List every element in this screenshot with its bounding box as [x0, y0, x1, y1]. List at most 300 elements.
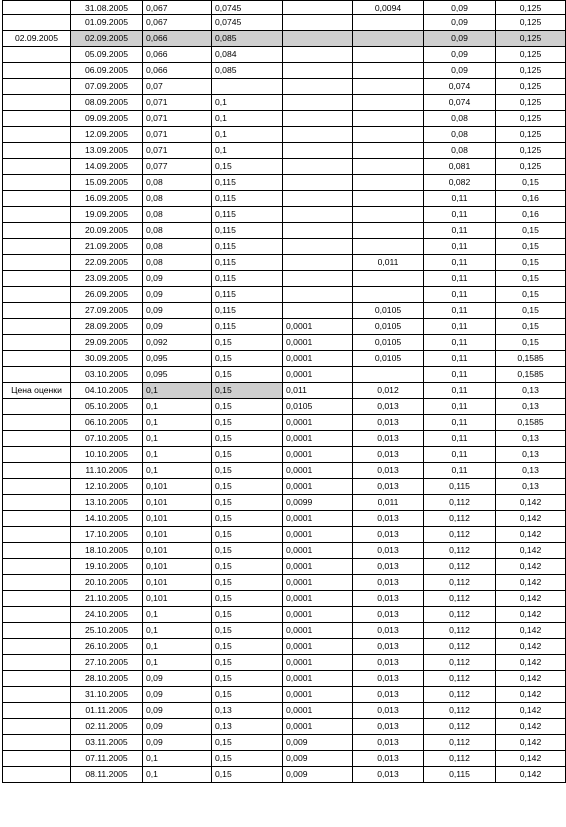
- table-row: [3, 655, 566, 671]
- value-cell-3: [283, 143, 353, 159]
- date-cell: 06.09.2005: [71, 63, 143, 79]
- value-cell-6: 0,125: [496, 79, 566, 95]
- row-label-cell: [3, 527, 71, 543]
- value-cell-4: [353, 271, 424, 287]
- date-cell: 31.10.2005: [71, 687, 143, 703]
- value-cell-3: 0,0001: [283, 719, 353, 735]
- table-row: [3, 271, 566, 287]
- date-cell: 27.09.2005: [71, 303, 143, 319]
- value-cell-2: 0,15: [212, 543, 283, 559]
- table-row: [3, 607, 566, 623]
- value-cell-3: 0,009: [283, 751, 353, 767]
- row-label-cell: [3, 399, 71, 415]
- value-cell-6: 0,142: [496, 623, 566, 639]
- value-cell-6: 0,142: [496, 511, 566, 527]
- value-cell-4: 0,013: [353, 511, 424, 527]
- value-cell-4: 0,013: [353, 735, 424, 751]
- value-cell-1: 0,067: [143, 15, 212, 31]
- value-cell-6: 0,15: [496, 335, 566, 351]
- value-cell-6: 0,15: [496, 319, 566, 335]
- date-cell: 29.09.2005: [71, 335, 143, 351]
- value-cell-4: 0,0105: [353, 319, 424, 335]
- row-label-cell: [3, 287, 71, 303]
- value-cell-4: 0,013: [353, 607, 424, 623]
- value-cell-2: 0,115: [212, 319, 283, 335]
- row-label-cell: [3, 623, 71, 639]
- value-cell-5: 0,11: [424, 191, 496, 207]
- value-cell-5: 0,112: [424, 591, 496, 607]
- table-row: [3, 79, 566, 95]
- value-cell-2: 0,15: [212, 735, 283, 751]
- date-cell: 22.09.2005: [71, 255, 143, 271]
- value-cell-4: 0,013: [353, 639, 424, 655]
- row-label-cell: [3, 735, 71, 751]
- row-label-cell: [3, 495, 71, 511]
- date-cell: 07.09.2005: [71, 79, 143, 95]
- value-cell-5: 0,11: [424, 383, 496, 399]
- row-label-cell: [3, 719, 71, 735]
- date-cell: 23.09.2005: [71, 271, 143, 287]
- row-label-cell: [3, 671, 71, 687]
- value-cell-2: 0,115: [212, 207, 283, 223]
- value-cell-5: 0,112: [424, 575, 496, 591]
- table-row: [3, 431, 566, 447]
- value-cell-1: 0,067: [143, 1, 212, 15]
- value-cell-3: 0,0001: [283, 367, 353, 383]
- value-cell-2: 0,15: [212, 367, 283, 383]
- table-row: [3, 767, 566, 783]
- value-cell-2: 0,15: [212, 383, 283, 399]
- value-cell-2: 0,15: [212, 575, 283, 591]
- value-cell-6: 0,125: [496, 63, 566, 79]
- row-label-cell: [3, 223, 71, 239]
- value-cell-3: [283, 159, 353, 175]
- table-row: [3, 495, 566, 511]
- value-cell-2: 0,15: [212, 431, 283, 447]
- date-cell: 08.11.2005: [71, 767, 143, 783]
- date-cell: 27.10.2005: [71, 655, 143, 671]
- value-cell-2: 0,115: [212, 223, 283, 239]
- value-cell-2: 0,15: [212, 479, 283, 495]
- table-row: [3, 31, 566, 47]
- value-cell-6: 0,142: [496, 703, 566, 719]
- value-cell-1: 0,09: [143, 687, 212, 703]
- value-cell-5: 0,112: [424, 751, 496, 767]
- value-cell-4: 0,013: [353, 751, 424, 767]
- value-cell-4: 0,013: [353, 767, 424, 783]
- date-cell: 05.09.2005: [71, 47, 143, 63]
- row-label-cell: [3, 575, 71, 591]
- table-row: [3, 687, 566, 703]
- value-cell-4: 0,0105: [353, 351, 424, 367]
- value-cell-4: [353, 111, 424, 127]
- value-cell-1: 0,08: [143, 255, 212, 271]
- value-cell-2: 0,15: [212, 495, 283, 511]
- table-row: [3, 175, 566, 191]
- value-cell-2: 0,085: [212, 31, 283, 47]
- value-cell-6: 0,142: [496, 527, 566, 543]
- value-cell-1: 0,071: [143, 95, 212, 111]
- table-row: [3, 559, 566, 575]
- table-row: [3, 719, 566, 735]
- date-cell: 06.10.2005: [71, 415, 143, 431]
- value-cell-1: 0,077: [143, 159, 212, 175]
- date-cell: 14.10.2005: [71, 511, 143, 527]
- value-cell-2: 0,15: [212, 511, 283, 527]
- table-row: [3, 47, 566, 63]
- value-cell-3: [283, 111, 353, 127]
- value-cell-6: 0,15: [496, 271, 566, 287]
- value-cell-5: 0,074: [424, 95, 496, 111]
- row-label-cell: [3, 47, 71, 63]
- value-cell-1: 0,1: [143, 751, 212, 767]
- price-table: [2, 0, 566, 783]
- row-label-cell: [3, 543, 71, 559]
- row-label-cell: [3, 447, 71, 463]
- value-cell-3: [283, 287, 353, 303]
- value-cell-1: 0,101: [143, 479, 212, 495]
- value-cell-5: 0,112: [424, 735, 496, 751]
- value-cell-2: 0,115: [212, 175, 283, 191]
- value-cell-3: [283, 127, 353, 143]
- value-cell-5: 0,112: [424, 671, 496, 687]
- value-cell-6: 0,13: [496, 399, 566, 415]
- value-cell-1: 0,09: [143, 319, 212, 335]
- value-cell-1: 0,101: [143, 591, 212, 607]
- value-cell-2: 0,1: [212, 127, 283, 143]
- value-cell-3: 0,0001: [283, 335, 353, 351]
- value-cell-4: 0,013: [353, 399, 424, 415]
- value-cell-6: 0,125: [496, 95, 566, 111]
- value-cell-1: 0,101: [143, 543, 212, 559]
- value-cell-5: 0,09: [424, 47, 496, 63]
- value-cell-2: 0,15: [212, 607, 283, 623]
- row-label-cell: [3, 319, 71, 335]
- value-cell-2: 0,1: [212, 143, 283, 159]
- value-cell-6: 0,16: [496, 191, 566, 207]
- value-cell-1: 0,09: [143, 271, 212, 287]
- table-row: [3, 127, 566, 143]
- value-cell-2: 0,13: [212, 703, 283, 719]
- value-cell-1: 0,101: [143, 511, 212, 527]
- value-cell-2: 0,15: [212, 159, 283, 175]
- value-cell-6: 0,142: [496, 719, 566, 735]
- value-cell-5: 0,11: [424, 335, 496, 351]
- value-cell-6: 0,142: [496, 751, 566, 767]
- value-cell-5: 0,11: [424, 415, 496, 431]
- row-label-cell: [3, 271, 71, 287]
- date-cell: 19.09.2005: [71, 207, 143, 223]
- value-cell-6: 0,15: [496, 223, 566, 239]
- value-cell-1: 0,09: [143, 735, 212, 751]
- row-label-cell: Цена оценки: [3, 383, 71, 399]
- value-cell-6: 0,13: [496, 447, 566, 463]
- value-cell-5: 0,11: [424, 447, 496, 463]
- row-label-cell: [3, 127, 71, 143]
- value-cell-6: 0,15: [496, 303, 566, 319]
- value-cell-3: 0,0099: [283, 495, 353, 511]
- date-cell: 26.10.2005: [71, 639, 143, 655]
- value-cell-4: 0,013: [353, 591, 424, 607]
- row-label-cell: [3, 15, 71, 31]
- date-cell: 21.10.2005: [71, 591, 143, 607]
- value-cell-2: 0,15: [212, 623, 283, 639]
- value-cell-4: [353, 159, 424, 175]
- value-cell-5: 0,11: [424, 319, 496, 335]
- value-cell-4: [353, 15, 424, 31]
- value-cell-6: 0,125: [496, 127, 566, 143]
- value-cell-1: 0,08: [143, 207, 212, 223]
- value-cell-4: 0,011: [353, 255, 424, 271]
- value-cell-5: 0,08: [424, 111, 496, 127]
- value-cell-1: 0,101: [143, 495, 212, 511]
- value-cell-5: 0,112: [424, 639, 496, 655]
- value-cell-4: [353, 223, 424, 239]
- table-row: [3, 479, 566, 495]
- value-cell-3: 0,0001: [283, 351, 353, 367]
- value-cell-6: 0,142: [496, 671, 566, 687]
- value-cell-5: 0,11: [424, 303, 496, 319]
- value-cell-3: 0,0001: [283, 559, 353, 575]
- value-cell-3: 0,0001: [283, 527, 353, 543]
- value-cell-4: [353, 239, 424, 255]
- date-cell: 09.09.2005: [71, 111, 143, 127]
- value-cell-4: [353, 191, 424, 207]
- table-row: [3, 143, 566, 159]
- value-cell-6: 0,15: [496, 175, 566, 191]
- value-cell-3: [283, 271, 353, 287]
- value-cell-4: [353, 367, 424, 383]
- table-row: [3, 671, 566, 687]
- table-row: [3, 575, 566, 591]
- value-cell-6: 0,142: [496, 767, 566, 783]
- table-row: [3, 303, 566, 319]
- value-cell-3: [283, 79, 353, 95]
- value-cell-2: 0,1: [212, 95, 283, 111]
- date-cell: 20.09.2005: [71, 223, 143, 239]
- value-cell-3: 0,0001: [283, 639, 353, 655]
- value-cell-6: 0,16: [496, 207, 566, 223]
- value-cell-1: 0,066: [143, 31, 212, 47]
- table-row: [3, 351, 566, 367]
- row-label-cell: [3, 255, 71, 271]
- date-cell: 03.11.2005: [71, 735, 143, 751]
- date-cell: 15.09.2005: [71, 175, 143, 191]
- value-cell-1: 0,09: [143, 303, 212, 319]
- value-cell-4: 0,013: [353, 431, 424, 447]
- table-row: [3, 751, 566, 767]
- table-row: [3, 383, 566, 399]
- row-label-cell: [3, 303, 71, 319]
- date-cell: 25.10.2005: [71, 623, 143, 639]
- value-cell-2: [212, 79, 283, 95]
- value-cell-3: [283, 15, 353, 31]
- value-cell-1: 0,1: [143, 655, 212, 671]
- value-cell-1: 0,066: [143, 63, 212, 79]
- value-cell-1: 0,08: [143, 191, 212, 207]
- value-cell-3: [283, 63, 353, 79]
- value-cell-2: 0,115: [212, 287, 283, 303]
- value-cell-5: 0,112: [424, 511, 496, 527]
- value-cell-1: 0,08: [143, 239, 212, 255]
- row-label-cell: [3, 767, 71, 783]
- value-cell-2: 0,15: [212, 399, 283, 415]
- value-cell-3: 0,0001: [283, 703, 353, 719]
- value-cell-3: [283, 47, 353, 63]
- value-cell-6: 0,142: [496, 543, 566, 559]
- table-row: [3, 287, 566, 303]
- date-cell: 17.10.2005: [71, 527, 143, 543]
- value-cell-6: 0,1585: [496, 351, 566, 367]
- date-cell: 19.10.2005: [71, 559, 143, 575]
- value-cell-1: 0,1: [143, 415, 212, 431]
- row-label-cell: [3, 479, 71, 495]
- row-label-cell: [3, 335, 71, 351]
- value-cell-1: 0,101: [143, 527, 212, 543]
- value-cell-1: 0,1: [143, 463, 212, 479]
- date-cell: 01.11.2005: [71, 703, 143, 719]
- value-cell-3: 0,0001: [283, 591, 353, 607]
- value-cell-3: [283, 239, 353, 255]
- date-cell: 11.10.2005: [71, 463, 143, 479]
- value-cell-6: 0,1585: [496, 367, 566, 383]
- value-cell-6: 0,15: [496, 239, 566, 255]
- value-cell-6: 0,142: [496, 607, 566, 623]
- row-label-cell: [3, 207, 71, 223]
- value-cell-2: 0,0745: [212, 15, 283, 31]
- table-row: [3, 111, 566, 127]
- value-cell-1: 0,071: [143, 111, 212, 127]
- value-cell-1: 0,095: [143, 367, 212, 383]
- row-label-cell: [3, 159, 71, 175]
- value-cell-5: 0,11: [424, 399, 496, 415]
- row-label-cell: [3, 463, 71, 479]
- value-cell-5: 0,11: [424, 223, 496, 239]
- value-cell-4: [353, 143, 424, 159]
- table-row: [3, 367, 566, 383]
- value-cell-4: 0,013: [353, 687, 424, 703]
- value-cell-4: 0,013: [353, 719, 424, 735]
- value-cell-4: [353, 207, 424, 223]
- value-cell-4: [353, 287, 424, 303]
- table-row: [3, 239, 566, 255]
- value-cell-4: 0,013: [353, 415, 424, 431]
- value-cell-4: [353, 31, 424, 47]
- date-cell: 30.09.2005: [71, 351, 143, 367]
- row-label-cell: [3, 751, 71, 767]
- table-row: [3, 335, 566, 351]
- value-cell-5: 0,112: [424, 623, 496, 639]
- value-cell-5: 0,11: [424, 287, 496, 303]
- value-cell-3: 0,0001: [283, 319, 353, 335]
- row-label-cell: [3, 367, 71, 383]
- value-cell-4: [353, 63, 424, 79]
- date-cell: 04.10.2005: [71, 383, 143, 399]
- table-row: [3, 703, 566, 719]
- value-cell-4: 0,0105: [353, 303, 424, 319]
- row-label-cell: [3, 111, 71, 127]
- table-row: [3, 159, 566, 175]
- value-cell-5: 0,11: [424, 351, 496, 367]
- value-cell-2: 0,15: [212, 639, 283, 655]
- value-cell-5: 0,112: [424, 719, 496, 735]
- date-cell: 02.09.2005: [71, 31, 143, 47]
- date-cell: 16.09.2005: [71, 191, 143, 207]
- value-cell-3: 0,0001: [283, 447, 353, 463]
- row-label-cell: [3, 1, 71, 15]
- value-cell-5: 0,11: [424, 431, 496, 447]
- value-cell-3: [283, 223, 353, 239]
- table-row: [3, 527, 566, 543]
- value-cell-5: 0,112: [424, 703, 496, 719]
- value-cell-2: 0,0745: [212, 1, 283, 15]
- row-label-cell: [3, 63, 71, 79]
- value-cell-1: 0,066: [143, 47, 212, 63]
- date-cell: 14.09.2005: [71, 159, 143, 175]
- value-cell-2: 0,15: [212, 591, 283, 607]
- date-cell: 28.09.2005: [71, 319, 143, 335]
- table-row: [3, 543, 566, 559]
- value-cell-3: [283, 31, 353, 47]
- date-cell: 31.08.2005: [71, 1, 143, 15]
- date-cell: 20.10.2005: [71, 575, 143, 591]
- value-cell-2: 0,1: [212, 111, 283, 127]
- table-row: [3, 463, 566, 479]
- value-cell-1: 0,08: [143, 175, 212, 191]
- value-cell-1: 0,1: [143, 607, 212, 623]
- value-cell-1: 0,08: [143, 223, 212, 239]
- value-cell-4: [353, 127, 424, 143]
- table-row: [3, 191, 566, 207]
- value-cell-5: 0,09: [424, 1, 496, 15]
- row-label-cell: [3, 591, 71, 607]
- value-cell-6: 0,15: [496, 255, 566, 271]
- value-cell-4: 0,013: [353, 703, 424, 719]
- row-label-cell: [3, 607, 71, 623]
- value-cell-1: 0,1: [143, 623, 212, 639]
- table-row: [3, 511, 566, 527]
- row-label-cell: [3, 191, 71, 207]
- value-cell-4: 0,013: [353, 479, 424, 495]
- value-cell-3: 0,0105: [283, 399, 353, 415]
- table-row: [3, 255, 566, 271]
- value-cell-2: 0,084: [212, 47, 283, 63]
- date-cell: 21.09.2005: [71, 239, 143, 255]
- value-cell-3: 0,0001: [283, 655, 353, 671]
- value-cell-1: 0,1: [143, 639, 212, 655]
- date-cell: 13.10.2005: [71, 495, 143, 511]
- value-cell-1: 0,1: [143, 431, 212, 447]
- value-cell-2: 0,15: [212, 527, 283, 543]
- value-cell-4: [353, 175, 424, 191]
- row-label-cell: [3, 559, 71, 575]
- value-cell-6: 0,13: [496, 431, 566, 447]
- value-cell-6: 0,142: [496, 495, 566, 511]
- value-cell-6: 0,142: [496, 575, 566, 591]
- value-cell-5: 0,11: [424, 239, 496, 255]
- row-label-cell: [3, 639, 71, 655]
- value-cell-4: 0,013: [353, 623, 424, 639]
- value-cell-2: 0,15: [212, 335, 283, 351]
- value-cell-3: 0,0001: [283, 543, 353, 559]
- date-cell: 12.09.2005: [71, 127, 143, 143]
- row-label-cell: [3, 511, 71, 527]
- value-cell-5: 0,112: [424, 687, 496, 703]
- value-cell-1: 0,1: [143, 767, 212, 783]
- value-cell-1: 0,101: [143, 575, 212, 591]
- table-row: [3, 415, 566, 431]
- date-cell: 24.10.2005: [71, 607, 143, 623]
